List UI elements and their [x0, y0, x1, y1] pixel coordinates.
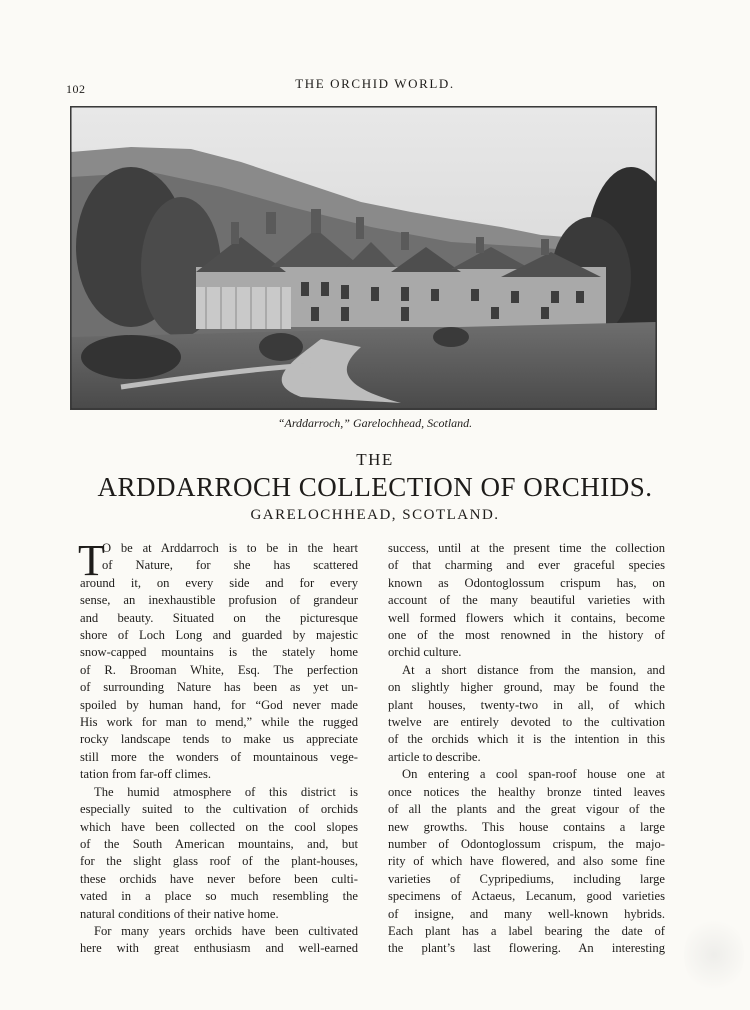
text-line: rocky landscape tends to make us appreciate	[80, 732, 358, 747]
text-line: shore of Loch Long and guarded by majestic	[80, 628, 358, 643]
mansion-photograph	[70, 106, 657, 410]
text-line: which have been collected on the cool slopes	[80, 819, 358, 834]
text-line: around it, on every side and for every	[80, 575, 358, 590]
text-line: specimens of Actaeus, Lecanum, good varieties	[388, 889, 665, 904]
text-line: For many years orchids have been cultivated	[94, 923, 358, 938]
text-line: rity of which have flowered, and also some fine	[388, 854, 665, 869]
paper-stain	[684, 915, 744, 995]
text-line: success, until at the present time the collection	[388, 541, 665, 555]
page-number: 102	[66, 82, 86, 96]
text-line: tation from far-off climes.	[80, 767, 212, 782]
text-line: here with great enthusiasm and well-earned	[80, 941, 358, 956]
text-line: On entering a cool span-roof house one at	[402, 767, 665, 782]
text-line: of surrounding Nature has been as yet un-	[80, 680, 358, 695]
text-line: spoiled by human hand, for “God never made	[80, 697, 358, 712]
article-subtitle: GARELOCHHEAD, SCOTLAND.	[250, 507, 500, 523]
text-line: natural conditions of their native home.	[80, 906, 279, 921]
text-line: O be at Arddarroch is to be in the heart	[102, 541, 358, 555]
text-line: At a short distance from the mansion, and	[402, 662, 665, 677]
text-line: of insigne, and many well-known hybrids.	[388, 906, 665, 921]
text-line: of all the plants and the great vigour of the	[388, 802, 665, 817]
text-line: twelve are entirely devoted to the cultivation	[388, 715, 665, 730]
text-line: one of the most renowned in the history of	[388, 628, 665, 643]
running-head: THE ORCHID WORLD.	[295, 76, 455, 91]
text-line: of the orchids which it is the intention in this	[388, 732, 665, 747]
text-line: the plant’s last flowering. An interesting	[388, 941, 665, 956]
text-line: varieties of Cypripediums, including large	[388, 871, 665, 886]
text-line: number of Odontoglossum crispum, the majo-	[388, 836, 665, 851]
text-line: these orchids have never before been culti-	[80, 871, 358, 886]
text-line: The humid atmosphere of this district is	[94, 784, 358, 799]
text-line: orchid culture.	[388, 645, 462, 660]
text-line: sense, an inexhaustible profusion of grandeur	[80, 593, 358, 608]
text-line: new growths. This house contains a large	[388, 819, 665, 834]
text-line: article to describe.	[388, 749, 481, 764]
article-left-column	[78, 536, 358, 958]
text-line: Each plant has a label bearing the date of	[388, 923, 665, 938]
text-line: of the South American mountains, and, but	[80, 836, 358, 851]
text-line: vated in a place so much resembling the	[80, 889, 358, 904]
text-line: for the slight glass roof of the plant-houses,	[80, 854, 358, 869]
text-line: known as Odontoglossum crispum has, on	[388, 575, 665, 590]
text-line: account of the many beautiful varieties with	[388, 593, 665, 608]
drop-cap: T	[78, 536, 105, 585]
text-line: snow-capped mountains is the stately home	[80, 645, 358, 660]
text-line: and beauty. Situated on the picturesque	[80, 610, 358, 625]
text-line: well formed flowers which it contains, become	[388, 610, 665, 625]
photo-caption: “Arddarroch,” Garelochhead, Scotland.	[277, 416, 473, 430]
article-right-column	[388, 540, 665, 958]
text-line: especially suited to the cultivation of orchids	[80, 802, 358, 817]
article-title: ARDDARROCH COLLECTION OF ORCHIDS.	[97, 472, 653, 502]
article-kicker: THE	[356, 450, 394, 469]
text-line: of that charming and ever graceful species	[388, 558, 665, 573]
text-line: plant houses, twenty-two in all, of which	[388, 697, 665, 712]
text-line: once notices the healthy bronze tinted leaves	[388, 784, 665, 799]
text-line: still more the wonders of mountainous vege-	[80, 749, 358, 764]
text-line: of R. Brooman White, Esq. The perfection	[80, 662, 358, 677]
text-line: on slightly higher ground, may be found the	[388, 680, 665, 695]
text-line: of Nature, for she has scattered	[102, 558, 358, 573]
text-line: His work for man to mend,” while the rugged	[80, 715, 358, 730]
